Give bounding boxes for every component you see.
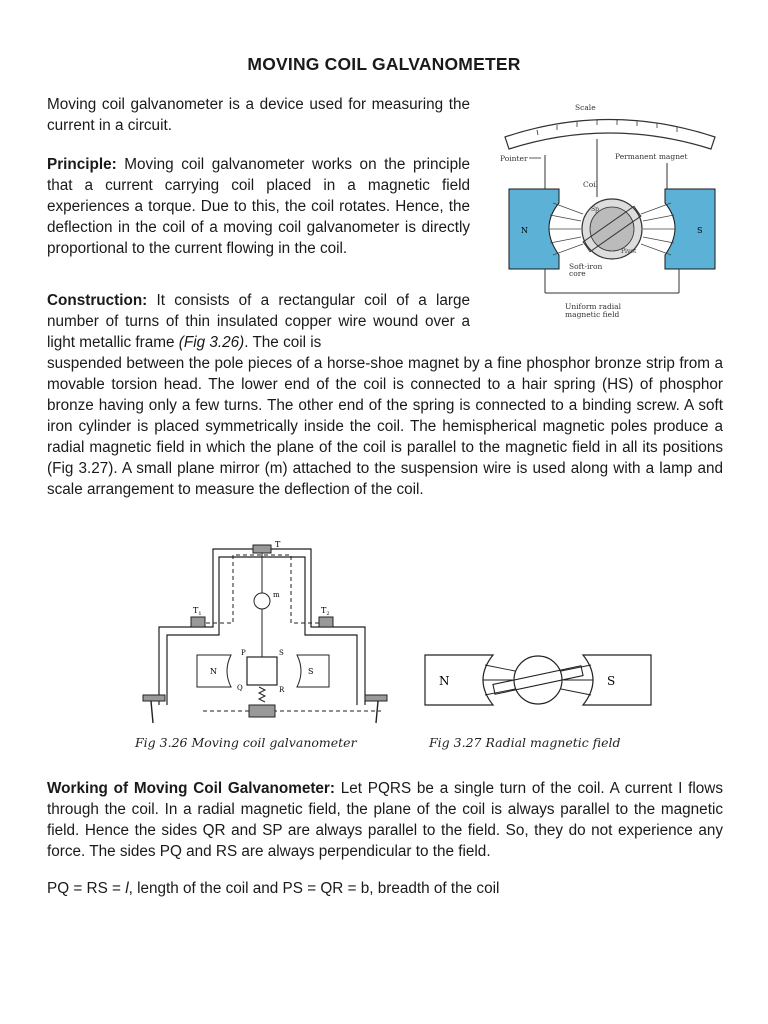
leveling-screw-left <box>143 695 165 701</box>
label-s: S <box>279 649 284 657</box>
construction-paragraph-top <box>47 290 470 353</box>
working-text: Let PQRS be a single turn of the coil. A current I flows through the coil. In a radial magnetic field, the plane of the coil is always parallel to the magnetic field. Hence the sides QR and SP are always parallel to the field. So, they do not experience any force. The sides PQ and RS are always perpendicular to the field. <box>47 780 723 860</box>
label-q: Q <box>237 684 243 692</box>
galvanometer-diagram <box>497 97 727 327</box>
formula-part-a: PQ = RS = <box>47 880 126 897</box>
page-title: MOVING COIL GALVANOMETER <box>247 54 521 74</box>
pivot-label: Pivot <box>621 248 637 255</box>
label-t2-sub: 2 <box>326 611 330 617</box>
label-p: P <box>241 649 246 657</box>
scale-arc <box>505 120 715 150</box>
construction-fig-ref: (Fig 3.26) <box>178 334 245 351</box>
label-t: T <box>275 540 281 549</box>
north-label: N <box>521 226 528 235</box>
principle-text: Moving coil galvanometer works on the principle that a current carrying coil placed in a magnetic field experiences a torque. Due to this, the coil rotates. Hence, the deflection in the coil of a moving coil galvanometer is directly proportional to the current flowing in the coil. <box>47 156 470 257</box>
label-t1: T <box>193 606 199 615</box>
spring-label: Sp <box>591 206 599 213</box>
south-label: S <box>697 226 703 235</box>
pointer-label: Pointer <box>500 154 528 163</box>
caption-fig-3-26: Fig 3.26 Moving coil galvanometer <box>135 735 357 750</box>
formula-l: l <box>125 880 129 897</box>
label-t1-sub: 1 <box>198 611 202 617</box>
uniform-field-label-2: magnetic field <box>565 310 620 319</box>
fig326-s-label: S <box>308 667 314 676</box>
label-r: R <box>279 686 285 694</box>
binding-screw <box>249 705 275 717</box>
formula-part-b: , length of the coil and PS = QR = b, breadth of the coil <box>128 880 500 897</box>
coil-label: Coil <box>583 180 599 189</box>
intro-paragraph: Moving coil galvanometer is a device used for measuring the current in a circuit. <box>47 96 470 134</box>
formula-line <box>47 878 723 899</box>
figures-3-26-3-27 <box>133 537 653 757</box>
hair-spring <box>259 687 265 702</box>
mirror <box>254 593 270 609</box>
fig327-north-pole <box>425 655 493 705</box>
label-t2: T <box>321 606 327 615</box>
fig326-n-label: N <box>210 667 217 676</box>
svg-text:T2 <box>321 606 330 617</box>
scale-label: Scale <box>575 103 596 112</box>
terminal-t1 <box>191 617 205 627</box>
principle-paragraph <box>47 154 470 259</box>
construction-paragraph-bottom: suspended between the pole pieces of a horse-shoe magnet by a fine phosphor bronze strip from a movable torsion head. The lower end of the coil is connected to a hair spring (HS) of phosphor bronze having only a few turns. The other end of the spring is connected to a binding screw. A soft iron cylinder is placed symmetrically inside the coil. The hemispherical magnetic poles produce a radial magnetic field in which the plane of the coil is parallel to the magnetic field in all its positions (Fig 3.27). A small plane mirror (m) attached to the suspension wire is used along with a lamp and scale arrangement to measure the deflection of the coil. <box>47 355 723 498</box>
working-label: Working of Moving Coil Galvanometer: <box>47 780 335 797</box>
soft-iron-label-1: Soft-iron <box>569 262 603 271</box>
soft-iron-label-2: core <box>569 269 586 278</box>
terminal-t2 <box>319 617 333 627</box>
fig327-n-label: N <box>439 674 450 688</box>
torsion-head <box>253 545 271 553</box>
working-paragraph <box>47 778 723 862</box>
fig327-south-pole <box>583 655 651 705</box>
fig327-s-label: S <box>607 674 616 688</box>
principle-label: Principle: <box>47 156 117 173</box>
caption-fig-3-27: Fig 3.27 Radial magnetic field <box>429 735 621 750</box>
label-m: m <box>273 591 280 599</box>
leveling-screw-right <box>365 695 387 701</box>
construction-label: Construction: <box>47 292 148 309</box>
svg-text:T1 <box>193 606 202 617</box>
uniform-field-label-1: Uniform radial <box>565 302 622 311</box>
dashed-wire <box>199 555 381 711</box>
construction-text-a: It consists of a rectangular coil of a large number of turns of thin insulated copper wire wound over a light metallic frame <box>47 292 470 351</box>
fig326-coil <box>247 657 277 685</box>
construction-text-b: . The coil is <box>244 334 322 351</box>
permanent-magnet-label: Permanent magnet <box>615 152 688 161</box>
fig327-soft-iron-cylinder <box>514 656 562 704</box>
